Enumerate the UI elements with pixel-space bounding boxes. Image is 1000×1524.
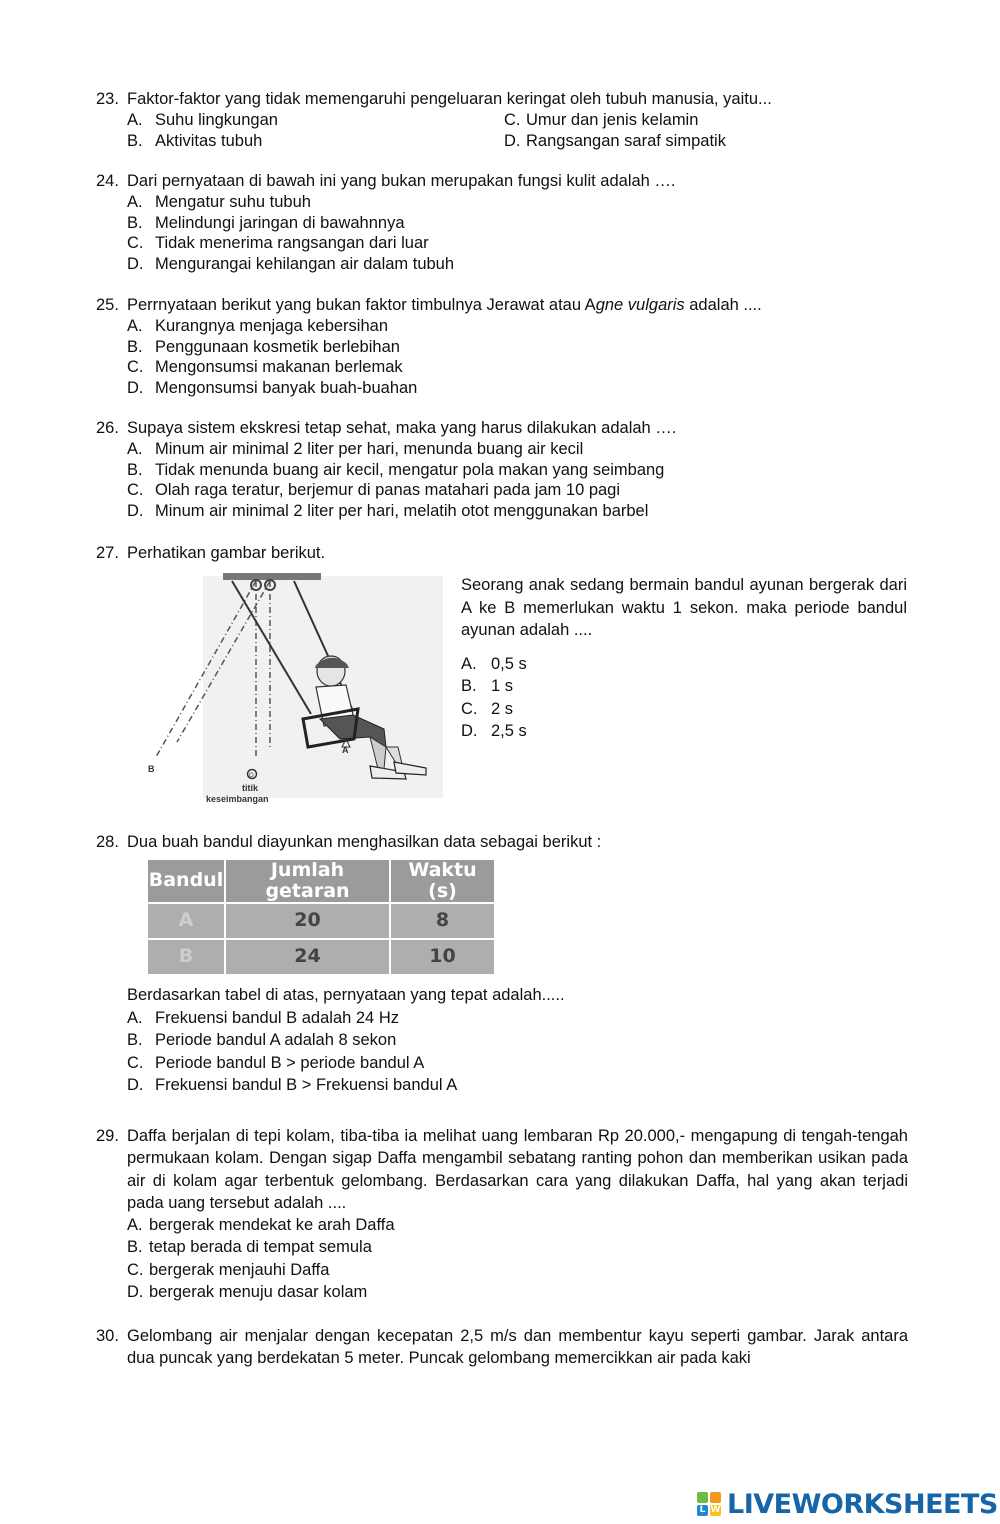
question-prompt: Berdasarkan tabel di atas, pernyataan yang tepat adalah..... (127, 986, 565, 1004)
option-b[interactable]: B. Melindungi jaringan di bawahnnya (127, 213, 405, 232)
liveworksheets-logo[interactable] (697, 1488, 998, 1520)
option-d[interactable]: D. Mengonsumsi banyak buah-buahan (127, 379, 418, 398)
option-c[interactable]: C. Periode bandul B > periode bandul A (127, 1053, 425, 1072)
question-number: 26. (96, 419, 119, 437)
question-text: Supaya sistem ekskresi tetap sehat, maka yang harus dilakukan adalah …. (127, 419, 677, 437)
question-text: Dari pernyataan di bawah ini yang bukan merupakan fungsi kulit adalah …. (127, 172, 676, 190)
swing-pendulum-figure (148, 569, 448, 807)
svg-text:O: O (249, 773, 254, 779)
table-cell: 10 (390, 939, 495, 975)
table-cell: 24 (225, 939, 390, 975)
table-header: Waktu (s) (390, 859, 495, 903)
label-titik: titik (242, 783, 259, 793)
option-a[interactable]: A. 0,5 s (461, 654, 527, 673)
question-number: 24. (96, 172, 119, 190)
question-text: Faktor-faktor yang tidak memengaruhi pengeluaran keringat oleh tubuh manusia, yaitu... (127, 90, 772, 108)
option-b[interactable]: B. tetap berada di tempat semula (127, 1238, 372, 1257)
pendulum-data-table (146, 858, 496, 976)
option-d[interactable]: D. Minum air minimal 2 liter per hari, melatih otot menggunakan barbel (127, 502, 649, 521)
option-d[interactable]: D. Rangsangan saraf simpatik (504, 131, 726, 150)
question-29 (96, 1125, 908, 1303)
table-header: Jumlah getaran (225, 859, 390, 903)
option-b[interactable]: B. Aktivitas tubuh (127, 131, 263, 150)
option-a[interactable]: A. Kurangnya menjaga kebersihan (127, 316, 388, 335)
question-text: Perhatikan gambar berikut. (127, 544, 326, 562)
option-a[interactable]: A. Minum air minimal 2 liter per hari, menunda buang air kecil (127, 439, 584, 458)
option-c[interactable]: C. bergerak menjauhi Daffa (127, 1260, 330, 1279)
question-text: Gelombang air menjalar dengan kecepatan 2,5 m/s dan membentur kayu seperti gambar. Jarak antara dua puncak yang berdekatan 5 meter. Puncak gelombang memercikkan air pada kaki (127, 1327, 908, 1368)
question-25 (96, 295, 908, 399)
question-24 (96, 171, 908, 275)
option-a[interactable]: A. bergerak mendekat ke arah Daffa (127, 1216, 395, 1235)
option-c[interactable]: C. Umur dan jenis kelamin (504, 110, 699, 129)
question-text: Perrnyataan berikut yang bukan faktor timbulnya Jerawat atau Agne vulgaris adalah .... (127, 296, 762, 314)
option-d[interactable]: D. bergerak menuju dasar kolam (127, 1283, 368, 1302)
question-26 (96, 418, 908, 522)
question-text: Daffa berjalan di tepi kolam, tiba-tiba ia melihat uang lembaran Rp 20.000,- mengapung di tengah-tengah permukaan kolam. Dengan sigap Daffa mengambil sebatang ranting pohon dan memberikan usikan pada air di kolam agar terbentuk gelombang. Berdasarkan cara yang dilakukan Daffa, hal yang akan terjadi pada uang tersebut adalah .... (127, 1127, 908, 1212)
question-description: Seorang anak sedang bermain bandul ayunan bergerak dari A ke B memerlukan waktu 1 sekon. maka periode bandul ayunan adalah .... (461, 576, 907, 639)
table-row (147, 939, 495, 975)
question-number: 23. (96, 90, 119, 108)
question-text: Dua buah bandul diayunkan menghasilkan data sebagai berikut : (127, 833, 602, 851)
option-a[interactable]: A. Suhu lingkungan (127, 110, 278, 129)
question-number: 25. (96, 296, 119, 314)
option-c[interactable]: C. Olah raga teratur, berjemur di panas matahari pada jam 10 pagi (127, 481, 621, 500)
swing-top-bar (223, 573, 321, 580)
question-28 (96, 832, 908, 1102)
table-cell: 8 (390, 903, 495, 939)
option-a[interactable]: A. Frekuensi bandul B adalah 24 Hz (127, 1008, 399, 1027)
table-cell: A (147, 903, 225, 939)
question-number: 30. (96, 1327, 119, 1345)
option-b[interactable]: B. Tidak menunda buang air kecil, mengatur pola makan yang seimbang (127, 460, 665, 479)
question-23 (96, 89, 908, 151)
option-b[interactable]: B. 1 s (461, 677, 514, 695)
liveworksheets-mark-icon: L W (697, 1492, 721, 1516)
label-keseimbangan: keseimbangan (206, 794, 269, 804)
option-d[interactable]: D. 2,5 s (461, 722, 527, 740)
option-d[interactable]: D. Mengurangai kehilangan air dalam tubuh (127, 255, 455, 274)
table-row (147, 903, 495, 939)
label-a: A (342, 745, 349, 755)
option-c[interactable]: C. Mengonsumsi makanan berlemak (127, 358, 403, 377)
option-b[interactable]: B. Periode bandul A adalah 8 sekon (127, 1031, 397, 1049)
option-b[interactable]: B. Penggunaan kosmetik berlebihan (127, 337, 400, 356)
table-cell: B (147, 939, 225, 975)
option-d[interactable]: D. Frekuensi bandul B > Frekuensi bandul A (127, 1076, 458, 1094)
question-number: 29. (96, 1127, 119, 1145)
question-27 (96, 543, 908, 813)
brand-name: LIVEWORKSHEETS (727, 1488, 998, 1520)
option-c[interactable]: C. 2 s (461, 699, 514, 718)
question-number: 28. (96, 833, 119, 851)
option-a[interactable]: A. Mengatur suhu tubuh (127, 192, 311, 211)
question-number: 27. (96, 544, 119, 562)
table-header: Bandul (147, 859, 225, 903)
table-cell: 20 (225, 903, 390, 939)
label-b: B (148, 764, 155, 774)
question-30 (96, 1325, 908, 1370)
option-c[interactable]: C. Tidak menerima rangsangan dari luar (127, 234, 429, 253)
question-27-side (461, 574, 907, 743)
